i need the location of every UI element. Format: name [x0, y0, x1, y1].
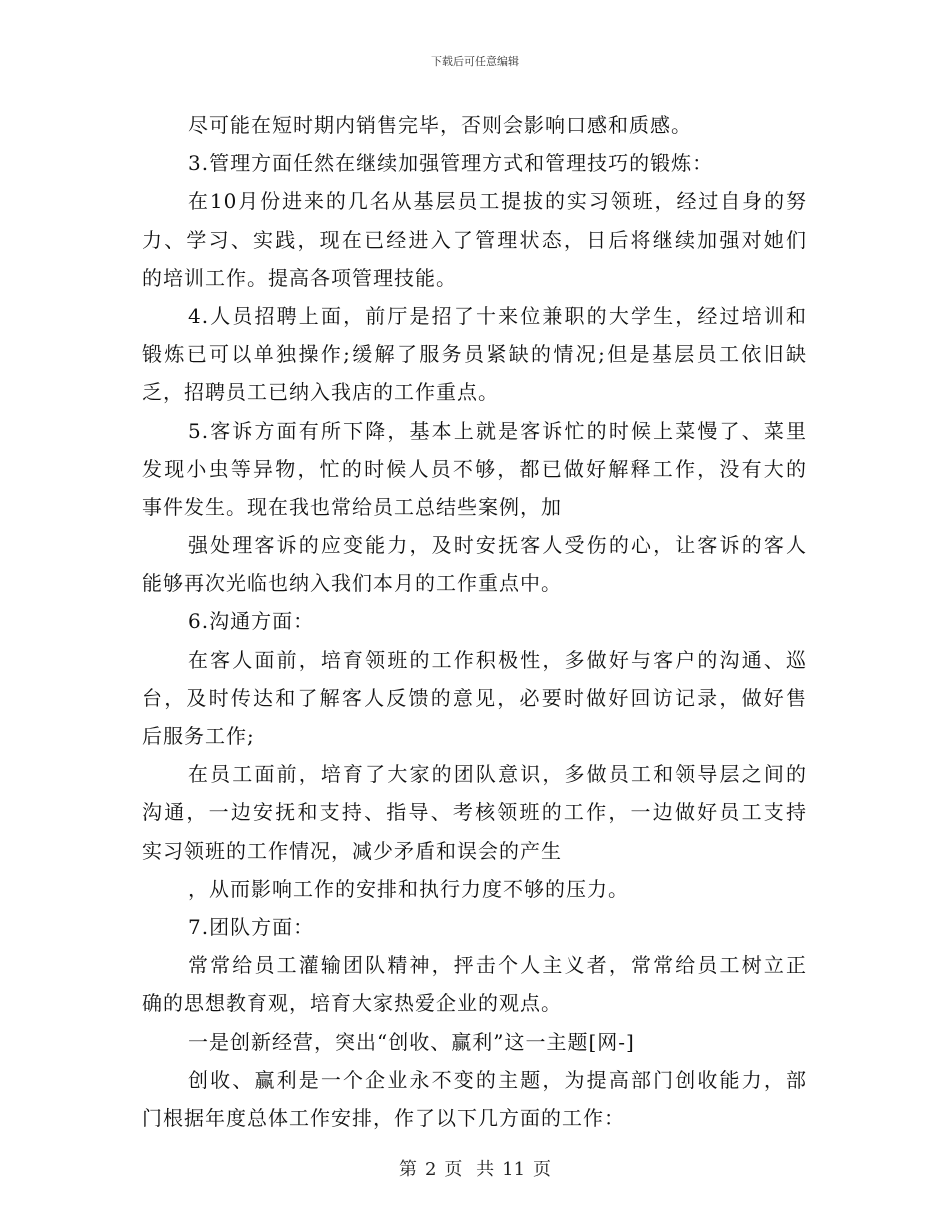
- footer-suffix: 页: [533, 1159, 552, 1180]
- text-line: 在客人面前，培育领班的工作积极性，多做好与客户的沟通、巡: [188, 647, 807, 672]
- page-footer: [0, 1155, 950, 1181]
- footer-page-number: 2: [424, 1159, 437, 1180]
- text-line: 在员工面前，培育了大家的团队意识，多做员工和领导层之间的: [188, 762, 807, 787]
- text-line: ，从而影响工作的安排和执行力度不够的压力。: [188, 876, 629, 901]
- text-line: 后服务工作;: [142, 724, 255, 748]
- text-line: 7.团队方面：: [188, 914, 315, 939]
- text-line: 力、学习、实践，现在已经进入了管理状态，日后将继续加强对她们: [142, 227, 807, 252]
- text-line: 常常给员工灌输团队精神，抨击个人主义者，常常给员工树立正: [188, 953, 807, 978]
- text-line: 乏，招聘员工已纳入我店的工作重点。: [142, 380, 499, 405]
- text-line: 创收、赢利是一个企业永不变的主题，为提高部门创收能力，部: [188, 1067, 807, 1092]
- text-line: 发现小虫等异物，忙的时候人员不够，都已做好解释工作，没有大的: [142, 456, 807, 481]
- text-line: 事件发生。现在我也常给员工总结些案例，加: [142, 494, 562, 519]
- text-line: 的培训工作。提高各项管理技能。: [142, 265, 457, 290]
- text-line: 台，及时传达和了解客人反馈的意见，必要时做好回访记录，做好售: [142, 685, 807, 710]
- text-line: 3.管理方面任然在继续加强管理方式和管理技巧的锻炼：: [188, 151, 714, 176]
- footer-prefix: 第: [398, 1159, 417, 1180]
- text-line: 确的思想教育观，培育大家热爱企业的观点。: [142, 991, 562, 1016]
- text-line: 门根据年度总体工作安排，作了以下几方面的工作：: [142, 1105, 625, 1130]
- text-line: 锻炼已可以单独操作;缓解了服务员紧缺的情况;但是基层员工依旧缺: [142, 342, 807, 367]
- text-line: 沟通，一边安抚和支持、指导、考核领班的工作，一边做好员工支持: [142, 800, 807, 825]
- text-line: 能够再次光临也纳入我们本月的工作重点中。: [142, 571, 562, 596]
- footer-middle: 页 共: [444, 1159, 495, 1180]
- page-header: 下载后可任意编辑: [431, 55, 519, 68]
- text-line: 强处理客诉的应变能力，及时安抚客人受伤的心，让客诉的客人: [188, 533, 807, 558]
- footer-total-pages: 11: [502, 1159, 526, 1180]
- text-line: 在10月份进来的几名从基层员工提拔的实习领班，经过自身的努: [188, 189, 807, 214]
- text-line: 5.客诉方面有所下降，基本上就是客诉忙的时候上菜慢了、菜里: [188, 418, 807, 443]
- text-line: 一是创新经营，突出“创收、赢利”这一主题[网-]: [188, 1029, 635, 1054]
- text-line: 实习领班的工作情况，减少矛盾和误会的产生: [142, 838, 562, 863]
- text-line: 4.人员招聘上面，前厅是招了十来位兼职的大学生，经过培训和: [188, 303, 807, 328]
- document-body: [142, 106, 807, 1137]
- text-line: 尽可能在短时期内销售完毕，否则会影响口感和质感。: [188, 113, 692, 137]
- text-line: 6.沟通方面：: [188, 609, 315, 634]
